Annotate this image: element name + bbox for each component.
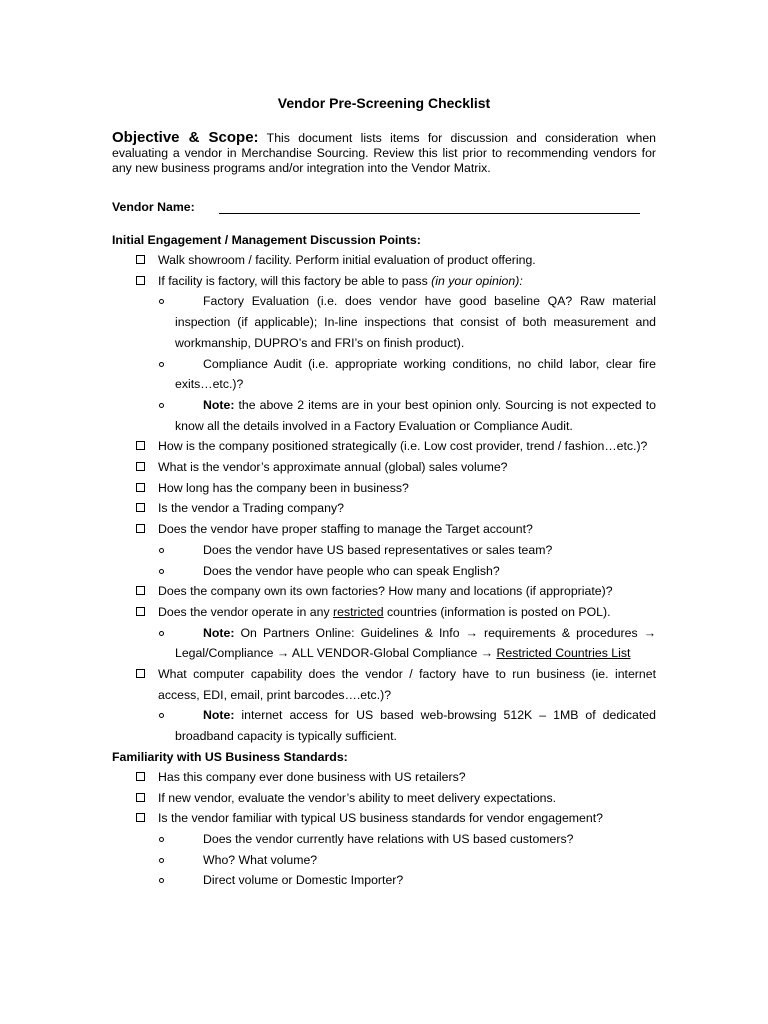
checklist-item: Does the vendor operate in any restricted countries (information is posted on POL). [112, 602, 656, 623]
checklist-subitem: Factory Evaluation (i.e. does vendor have good baseline QA? Raw material inspection (if applicable); In-line inspections that consist of both measurement and workmanship, DUPRO’s and FRI’s on finish product). [112, 291, 656, 353]
objective-lead: Objective & Scope: [112, 129, 259, 146]
checklist-subitem: Note: the above 2 items are in your best opinion only. Sourcing is not expected to know all the details involved in a Factory Evaluation or Compliance Audit. [112, 395, 656, 436]
checklist-item: If facility is factory, will this factory be able to pass (in your opinion): [112, 271, 656, 292]
checklist-item: Is the vendor familiar with typical US business standards for vendor engagement? [112, 808, 656, 829]
circle-bullet-icon [159, 403, 164, 408]
vendor-name-label: Vendor Name: [112, 200, 195, 214]
circle-bullet-icon [159, 837, 164, 842]
checklist-item: Does the vendor have proper staffing to manage the Target account? [112, 519, 656, 540]
checklist-subitem: Does the vendor have US based representatives or sales team? [112, 540, 656, 561]
checkbox-icon[interactable] [136, 503, 145, 512]
checklist-item: What computer capability does the vendor / factory have to run business (ie. internet access, EDI, email, print barcodes….etc.)? [112, 664, 656, 705]
checkbox-icon[interactable] [136, 462, 145, 471]
checklist-item: Is the vendor a Trading company? [112, 498, 656, 519]
circle-bullet-icon [159, 858, 164, 863]
checkbox-icon[interactable] [136, 669, 145, 678]
document-page [112, 90, 656, 891]
circle-bullet-icon [159, 713, 164, 718]
checklist-item: Walk showroom / facility. Perform initial evaluation of product offering. [112, 250, 656, 271]
checkbox-icon[interactable] [136, 793, 145, 802]
objective-text: This document lists items for discussion and consideration when evaluating a vendor in Merchandise Sourcing. Review this list prior to recommending vendors for any new business programs and/or integration into the Vendor Matrix. [112, 131, 656, 175]
checkbox-icon[interactable] [136, 607, 145, 616]
vendor-name-blank-line[interactable] [219, 201, 640, 214]
circle-bullet-icon [159, 631, 164, 636]
checklist-item: Has this company ever done business with US retailers? [112, 767, 656, 788]
checklist-subitem: Compliance Audit (i.e. appropriate working conditions, no child labor, clear fire exits…etc.)? [112, 354, 656, 395]
checklist-item: What is the vendor’s approximate annual (global) sales volume? [112, 457, 656, 478]
checklist-item: If new vendor, evaluate the vendor’s ability to meet delivery expectations. [112, 788, 656, 809]
checkbox-icon[interactable] [136, 276, 145, 285]
checkbox-icon[interactable] [136, 255, 145, 264]
circle-bullet-icon [159, 548, 164, 553]
checklist-subitem: Note: internet access for US based web-browsing 512K – 1MB of dedicated broadband capacity is typically sufficient. [112, 705, 656, 746]
checkbox-icon[interactable] [136, 441, 145, 450]
checklist-item: How long has the company been in business? [112, 478, 656, 499]
circle-bullet-icon [159, 362, 164, 367]
checklist-item: Does the company own its own factories? How many and locations (if appropriate)? [112, 581, 656, 602]
objective-paragraph [112, 130, 656, 176]
restricted-countries-link[interactable]: Restricted Countries List [496, 646, 631, 661]
checklist-item: How is the company positioned strategically (i.e. Low cost provider, trend / fashion…etc.)? [112, 436, 656, 457]
checkbox-icon[interactable] [136, 772, 145, 781]
checkbox-icon[interactable] [136, 813, 145, 822]
checklist-subitem: Direct volume or Domestic Importer? [112, 870, 656, 891]
section-title-initial: Initial Engagement / Management Discussion Points: [112, 233, 421, 247]
checkbox-icon[interactable] [136, 483, 145, 492]
checkbox-icon[interactable] [136, 586, 145, 595]
checklist-subitem: Does the vendor have people who can speak English? [112, 561, 656, 582]
checklist-subitem: Note: On Partners Online: Guidelines & Info → requirements & procedures → Legal/Compliance → ALL VENDOR-Global Compliance → Restricted Countries List [112, 623, 656, 664]
section-title-familiarity: Familiarity with US Business Standards: [112, 749, 348, 764]
checklist-subitem: Does the vendor currently have relations with US based customers? [112, 829, 656, 850]
circle-bullet-icon [159, 299, 164, 304]
circle-bullet-icon [159, 569, 164, 574]
document-title: Vendor Pre-Screening Checklist [277, 95, 491, 111]
checkbox-icon[interactable] [136, 524, 145, 533]
vendor-name-row [112, 196, 656, 214]
checklist-subitem: Who? What volume? [112, 850, 656, 871]
circle-bullet-icon [159, 878, 164, 883]
